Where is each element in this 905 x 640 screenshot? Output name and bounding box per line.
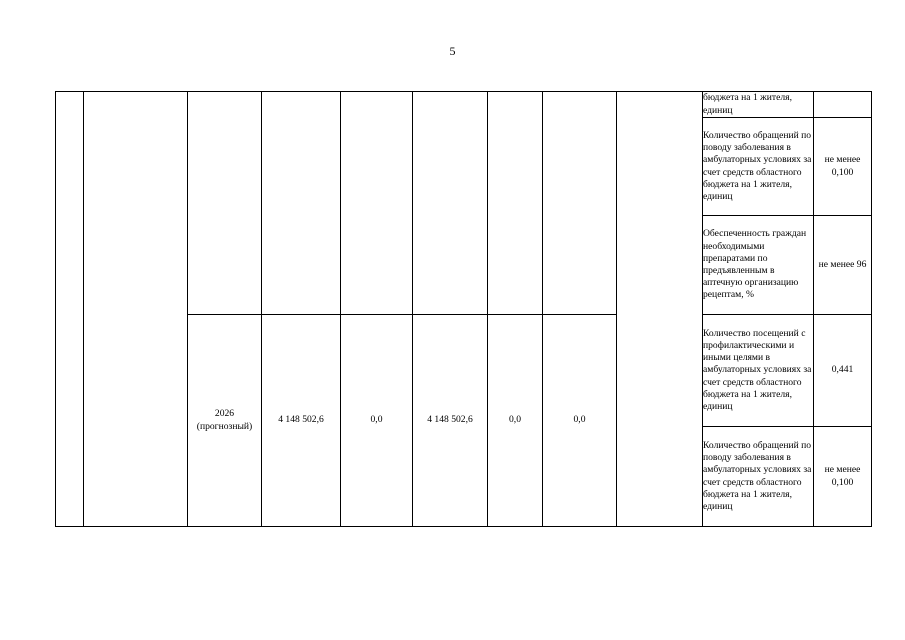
empty-cell (56, 92, 84, 527)
empty-cell (543, 92, 617, 315)
page-number: 5 (449, 44, 456, 58)
table-row (56, 92, 872, 118)
empty-cell (341, 92, 413, 315)
indicator-cell: Обеспеченность граждан необходимыми препаратами по предъявленным в аптечную организацию рецептам, % (703, 216, 814, 315)
target-value-cell (814, 92, 872, 118)
empty-cell (617, 92, 703, 527)
target-value-cell: не менее 0,100 (814, 427, 872, 527)
budget-table (55, 91, 872, 527)
empty-cell (84, 92, 188, 527)
target-value-cell: 0,441 (814, 315, 872, 427)
amount-cell: 0,0 (341, 315, 413, 527)
indicator-cell: Количество обращений по поводу заболевания в амбулаторных условиях за счет средств областного бюджета на 1 жителя, единиц (703, 118, 814, 216)
amount-cell: 4 148 502,6 (413, 315, 488, 527)
empty-cell (488, 92, 543, 315)
target-value-cell: не менее 96 (814, 216, 872, 315)
target-value-cell: не менее 0,100 (814, 118, 872, 216)
empty-cell (413, 92, 488, 315)
year-cell (188, 315, 262, 527)
amount-cell: 0,0 (488, 315, 543, 527)
empty-cell (262, 92, 341, 315)
indicator-cell: Количество посещений с профилактическими и иными целями в амбулаторных условиях за счет средств областного бюджета на 1 жителя, единиц (703, 315, 814, 427)
amount-cell: 0,0 (543, 315, 617, 527)
empty-cell (188, 92, 262, 315)
year-label: 2026 (214, 408, 235, 420)
indicator-cell: бюджета на 1 жителя, единиц (703, 92, 814, 118)
amount-cell: 4 148 502,6 (262, 315, 341, 527)
indicator-cell: Количество обращений по поводу заболевания в амбулаторных условиях за счет средств областного бюджета на 1 жителя, единиц (703, 427, 814, 527)
year-note: (прогнозный) (196, 420, 253, 432)
